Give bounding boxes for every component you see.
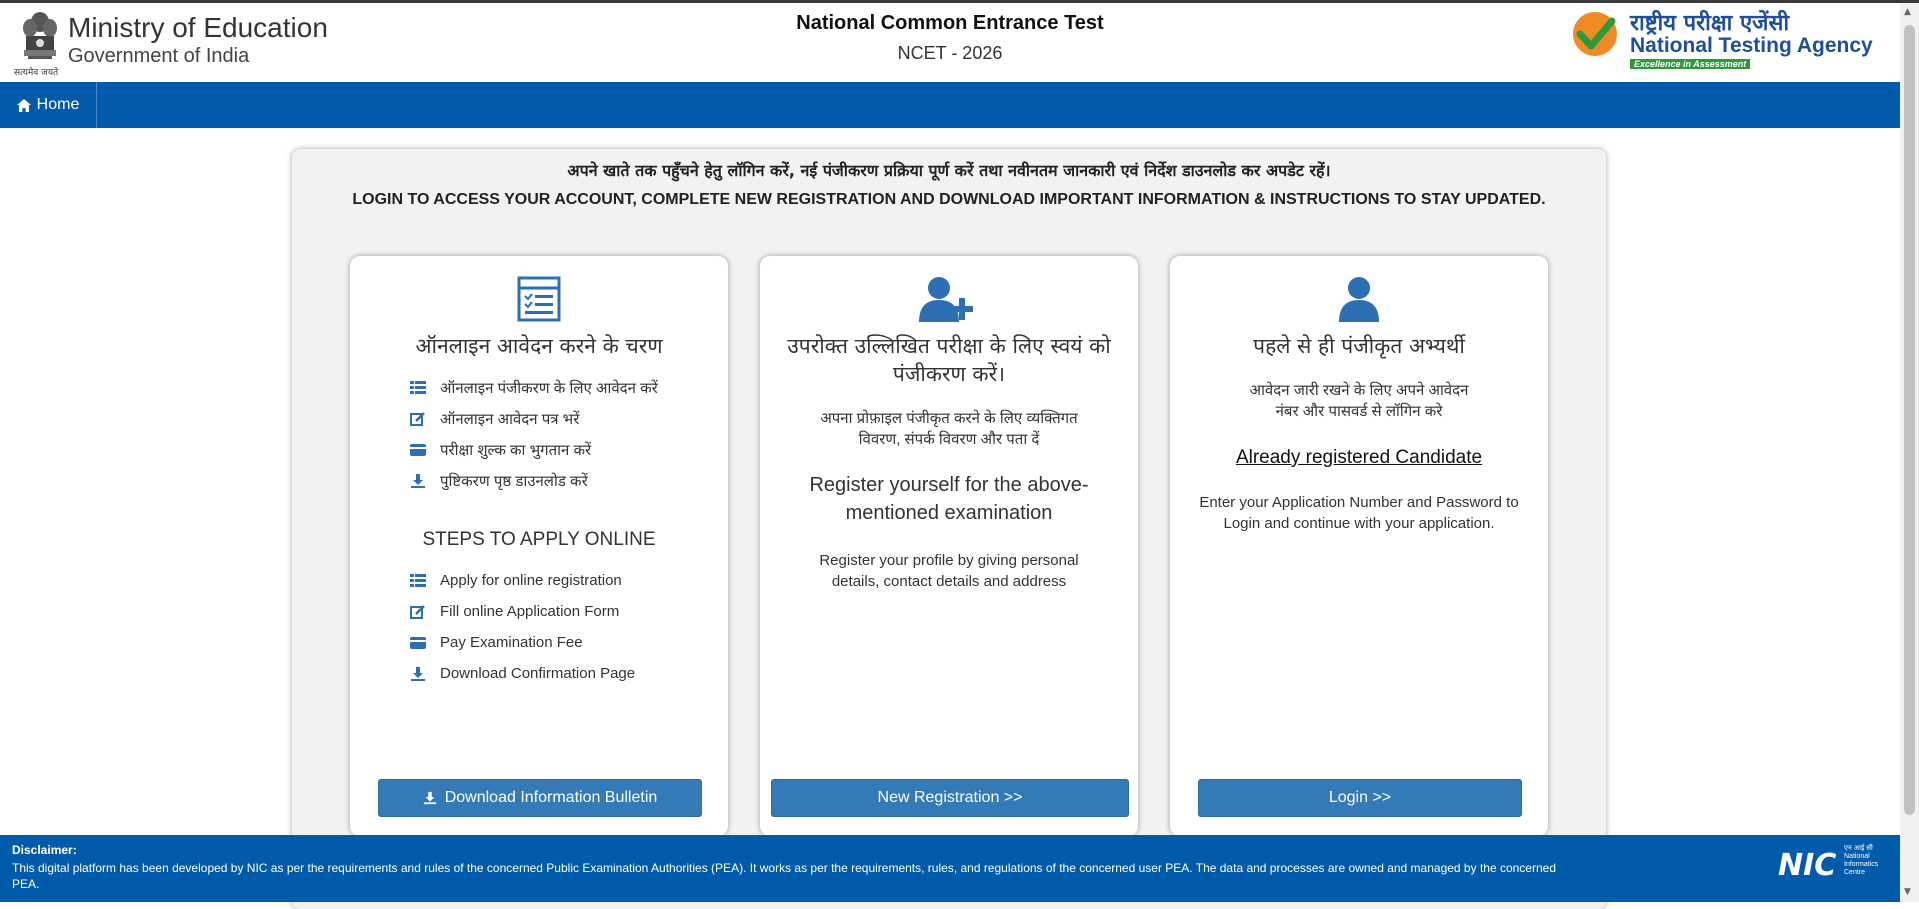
ministry-subtitle: Government of India bbox=[68, 45, 250, 67]
list-item: Apply for online registration bbox=[410, 565, 708, 596]
main-navbar bbox=[0, 82, 1900, 128]
download-icon bbox=[410, 474, 426, 488]
list-item: Fill online Application Form bbox=[410, 596, 708, 627]
main-panel bbox=[292, 149, 1606, 909]
edit-icon bbox=[410, 412, 426, 426]
new-registration-label: New Registration >> bbox=[877, 789, 1023, 806]
list-icon bbox=[410, 574, 426, 588]
list-item: परीक्षा शुल्क का भुगतान करें bbox=[410, 434, 708, 465]
download-bulletin-label: Download Information Bulletin bbox=[444, 789, 658, 806]
scrollbar-thumb[interactable] bbox=[1904, 25, 1915, 815]
list-item: पुष्टिकरण पृष्ठ डाउनलोड करें bbox=[410, 465, 708, 496]
register-title-hindi: उपरोक्त उल्लिखित परीक्षा के लिए स्वयं को पंजीकरण करें। bbox=[787, 334, 1111, 386]
edit-icon bbox=[410, 605, 426, 619]
steps-title-hindi: ऑनलाइन आवेदन करने के चरण bbox=[415, 334, 663, 358]
intro-text-english: LOGIN TO ACCESS YOUR ACCOUNT, COMPLETE NEW REGISTRATION AND DOWNLOAD IMPORTANT INFORMATION & INSTRUCTIONS TO STAY UPDATED. bbox=[352, 191, 1546, 208]
ministry-title: Ministry of Education bbox=[68, 12, 328, 43]
scroll-down-icon[interactable]: ▼ bbox=[1904, 887, 1911, 897]
login-button-label: Login >> bbox=[1328, 789, 1392, 806]
add-user-icon bbox=[919, 276, 979, 322]
emblem-motto: सत्यमेव जयते bbox=[14, 68, 59, 78]
exam-subtitle: NCET - 2026 bbox=[897, 43, 1003, 63]
user-icon bbox=[1339, 276, 1379, 322]
login-title-hindi: पहले से ही पंजीकृत अभ्यर्थी bbox=[1253, 334, 1465, 358]
register-desc-hindi: अपना प्रोफ़ाइल पंजीकृत करने के लिए व्यक्तिगत विवरण, संपर्क विवरण और पता दें bbox=[820, 410, 1078, 448]
steps-heading-english: STEPS TO APPLY ONLINE bbox=[422, 529, 656, 550]
scroll-up-icon[interactable]: ▲ bbox=[1904, 7, 1911, 17]
login-card bbox=[1170, 256, 1548, 836]
nav-home-label: Home bbox=[36, 96, 80, 113]
nta-tagline: Excellence in Assessment bbox=[1630, 59, 1750, 69]
credit-card-icon bbox=[410, 636, 426, 650]
application-form-icon bbox=[517, 276, 561, 322]
register-title-english: Register yourself for the above-mentioned examination bbox=[809, 474, 1089, 524]
svg-text:NIC: NIC bbox=[1778, 848, 1837, 883]
new-registration-button[interactable] bbox=[771, 779, 1129, 817]
download-icon bbox=[423, 791, 437, 805]
exam-title: National Common Entrance Test bbox=[796, 12, 1104, 34]
list-icon bbox=[410, 381, 426, 395]
download-bulletin-button[interactable] bbox=[378, 779, 702, 817]
nic-logo-text: एन आई सी National Informatics Centre bbox=[1844, 845, 1879, 876]
login-button[interactable] bbox=[1198, 779, 1522, 817]
disclaimer-text: This digital platform has been developed by NIC as per the requirements and rules of the concerned Public Examination Authorities (PEA). It works as per the requirements, rules, and regulations of the concerned user PEA. The data and processes are owned and managed by the concerned PEA. bbox=[12, 861, 1556, 891]
list-item: Pay Examination Fee bbox=[410, 627, 708, 658]
nav-home-link[interactable] bbox=[0, 82, 97, 128]
steps-list-english bbox=[410, 565, 708, 689]
register-desc-english: Register your profile by giving personal details, contact details and address bbox=[819, 552, 1079, 590]
login-desc-hindi: आवेदन जारी रखने के लिए अपने आवेदन नंबर और पासवर्ड से लॉगिन करे bbox=[1249, 382, 1469, 420]
register-card bbox=[760, 256, 1138, 836]
nta-hindi-name: राष्ट्रीय परीक्षा एजेंसी bbox=[1630, 11, 1790, 36]
footer-disclaimer bbox=[0, 835, 1900, 902]
list-item: ऑनलाइन आवेदन पत्र भरें bbox=[410, 403, 708, 434]
list-item: ऑनलाइन पंजीकरण के लिए आवेदन करें bbox=[410, 372, 708, 403]
already-registered-link[interactable]: Already registered Candidate bbox=[1235, 447, 1483, 468]
vertical-scrollbar[interactable] bbox=[1900, 3, 1919, 902]
download-icon bbox=[410, 667, 426, 681]
steps-card bbox=[350, 256, 728, 836]
nta-english-name: National Testing Agency bbox=[1630, 34, 1873, 57]
disclaimer-title: Disclaimer: bbox=[12, 843, 77, 857]
credit-card-icon bbox=[410, 443, 426, 457]
intro-text-hindi: अपने खाते तक पहुँचने हेतु लॉगिन करें, नई पंजीकरण प्रक्रिया पूर्ण करें तथा नवीनतम जानकारी एवं निर्देश डाउनलोड कर अपडेट रहें। bbox=[567, 161, 1331, 180]
nta-logo-icon bbox=[1570, 9, 1620, 59]
login-desc-english: Enter your Application Number and Password to Login and continue with your application. bbox=[1199, 494, 1519, 532]
home-icon bbox=[17, 99, 31, 112]
steps-list-hindi bbox=[410, 372, 708, 496]
list-item: Download Confirmation Page bbox=[410, 658, 708, 689]
site-header bbox=[0, 3, 1900, 82]
